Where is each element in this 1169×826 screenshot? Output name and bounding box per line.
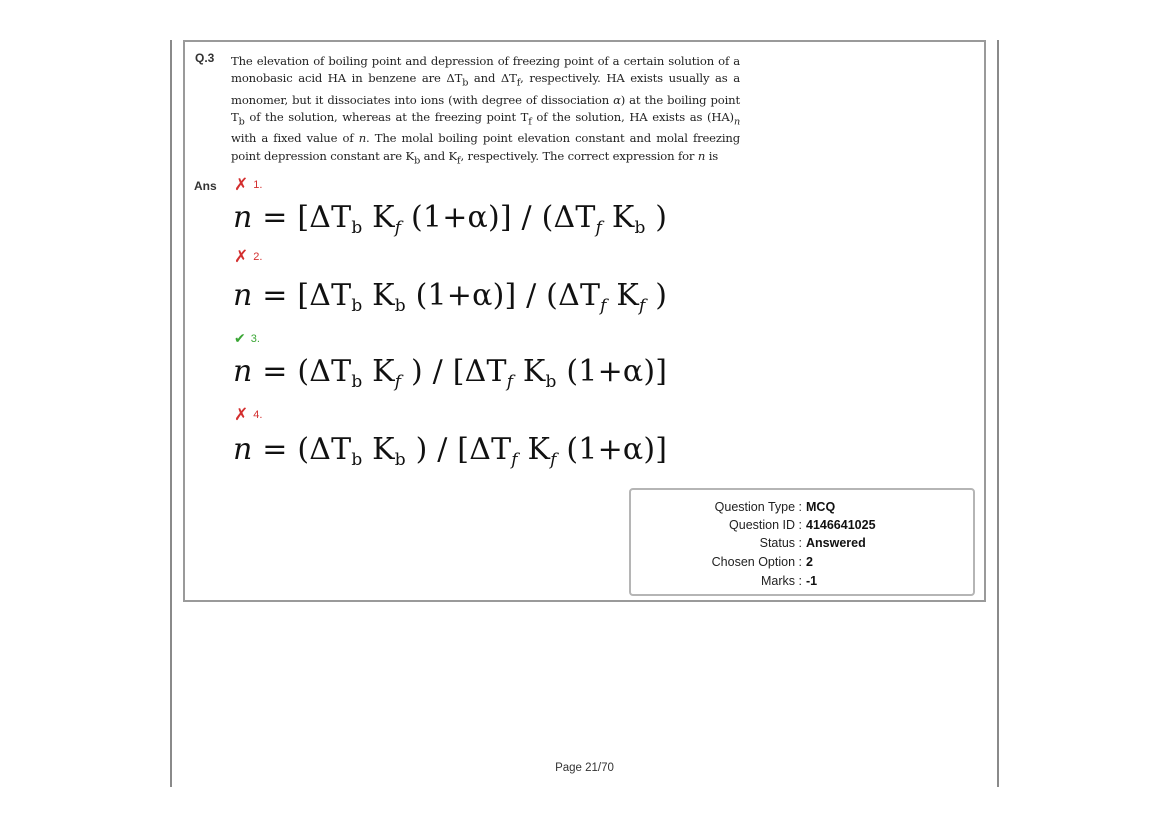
question-info-box: Question Type : MCQ Question ID : 4146641025 Status : Answered Chosen Option : 2 Marks : -1 [629,488,975,596]
option-4-header [234,405,263,425]
page-border-left [170,40,172,787]
page-number: Page 21/70 [555,762,614,774]
chosen-option-value: 2 [806,555,813,569]
question-number: Q.3 [195,51,215,65]
question-text: The elevation of boiling point and depression of freezing point of a certain solution of a monobasic acid HA in benzene are $\Delta T_b$ and $\Delta T_f$, respectively. HA exists usually as a monomer, but it dissociates into ions (with degree of dissociation α) at the boiling point $T_b$ of the solution, whereas at the freezing point $T_f$ of the solution, HA exists as $(HA)_n$ with a fixed value of n. The molal boiling point elevation constant and molal freezing point depression constant are $K_b$ and $K_f$, respectively. The correct expression for n is [231,54,741,166]
question-type-value: MCQ [806,500,836,514]
option-1-header [234,175,263,195]
check-icon: ✔ [234,331,246,347]
status-value: Answered [806,536,866,550]
cross-icon: ✗ [234,247,249,267]
option-1-formula: $n = [\Delta T_b$ $K_f$ $(1+\alpha)] / (\Delta T_f$ $K_b$ ) [233,200,668,238]
option-1-number: 1. [253,179,263,191]
option-4-formula: $n = (\Delta T_b$ $K_b$ ) / [$\Delta T_f$ $K_f$ (1+α)] [233,432,668,470]
option-2-formula: $n = [\Delta T_b$ $K_b$ $(1+\alpha)] / (\Delta T_f$ $K_f$ ) [233,278,668,316]
answer-label: Ans [194,179,217,193]
option-2-number: 2. [253,251,263,263]
option-3-formula: $n = (\Delta T_b$ $K_f$ ) / [$\Delta T_f$ $K_b$ (1+α)] [233,354,668,392]
marks-value: -1 [806,574,818,588]
option-2-header [234,247,263,267]
cross-icon: ✗ [234,175,249,195]
question-id-value: 4146641025 [806,518,876,532]
option-4-number: 4. [253,409,263,421]
option-3-number: 3. [250,333,260,345]
cross-icon: ✗ [234,405,249,425]
option-3-header [234,332,260,346]
page-border-right [997,40,999,787]
question-box [183,40,986,602]
